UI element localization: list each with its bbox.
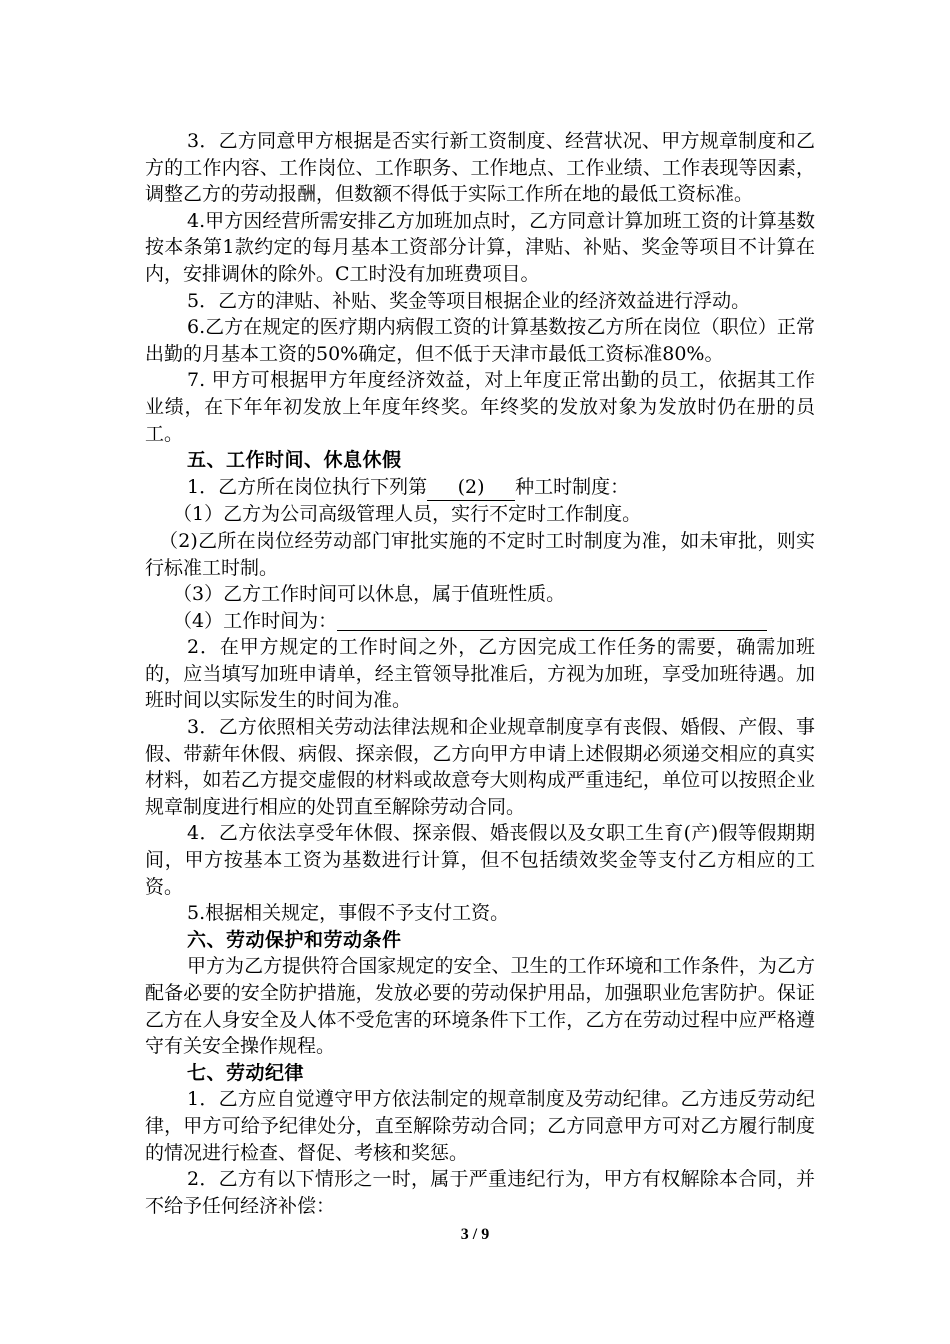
paragraph-4-5: 5．乙方的津贴、补贴、奖金等项目根据企业的经济效益进行浮动。 (187, 289, 751, 312)
section-heading-5: 五、工作时间、休息休假 (187, 449, 402, 472)
option-2: （2)乙所在岗位经劳动部门审批实施的不定时工时制度为准，如未审批，则实行标准工时制。 (145, 529, 815, 579)
item1-suffix: 种工时制度： (515, 475, 630, 498)
page-number: 3 / 9 (460, 1226, 490, 1243)
paragraph-5-3: 3．乙方依照相关劳动法律法规和企业规章制度享有丧假、婚假、产假、事假、带薪年休假、病假、探亲假，乙方向甲方申请上述假期必须递交相应的真实材料，如若乙方提交虚假的材料或故意夸大则构成严重违纪，单位可以按照企业规章制度进行相应的处罚直至解除劳动合同。 (145, 716, 815, 818)
paragraph-4-6: 6.乙方在规定的医疗期内病假工资的计算基数按乙方所在岗位（职位）正常出勤的月基本工资的50%确定，但不低于天津市最低工资标准80%。 (145, 316, 815, 365)
section-heading-6: 六、劳动保护和劳动条件 (187, 928, 402, 951)
item1-prefix: 1．乙方所在岗位执行下列第 (187, 475, 428, 498)
document-body (145, 128, 815, 1219)
item1-fill-blank: (2) (427, 474, 515, 502)
paragraph-7-2: 2．乙方有以下情形之一时，属于严重违纪行为，甲方有权解除本合同，并不给予任何经济补偿： (145, 1168, 815, 1217)
paragraph-4-3: 3．乙方同意甲方根据是否实行新工资制度、经营状况、甲方规章制度和乙方的工作内容、工作岗位、工作职务、工作地点、工作业绩、工作表现等因素，调整乙方的劳动报酬，但数额不得低于实际工作所在地的最低工资标准。 (145, 130, 815, 206)
paragraph-5-1 (145, 474, 815, 502)
paragraph-7-1: 1．乙方应自觉遵守甲方依法制定的规章制度及劳动纪律。乙方违反劳动纪律，甲方可给予纪律处分，直至解除劳动合同；乙方同意甲方可对乙方履行制度的情况进行检查、督促、考核和奖惩。 (145, 1088, 815, 1164)
section-heading-7: 七、劳动纪律 (187, 1061, 305, 1084)
option-3: （3）乙方工作时间可以休息，属于值班性质。 (173, 583, 566, 606)
option-4-label: （4）工作时间为： (173, 609, 338, 632)
paragraph-4-4: 4.甲方因经营所需安排乙方加班加点时，乙方同意计算加班工资的计算基数按本条第1款约定的每月基本工资部分计算，津贴、补贴、奖金等项目不计算在内，安排调休的除外。C工时没有加班费项目。 (145, 209, 815, 285)
paragraph-5-2: 2．在甲方规定的工作时间之外，乙方因完成工作任务的需要，确需加班的，应当填写加班申请单，经主管领导批准后，方视为加班，享受加班待遇。加班时间以实际发生的时间为准。 (145, 636, 815, 712)
paragraph-6-1: 甲方为乙方提供符合国家规定的安全、卫生的工作环境和工作条件，为乙方配备必要的安全防护措施，发放必要的劳动保护用品，加强职业危害防护。保证乙方在人身安全及人体不受危害的环境条件下工作，乙方在劳动过程中应严格遵守有关安全操作规程。 (145, 955, 815, 1058)
paragraph-5-4: 4．乙方依法享受年休假、探亲假、婚丧假以及女职工生育(产)假等假期期间，甲方按基本工资为基数进行计算，但不包括绩效奖金等支付乙方相应的工资。 (145, 822, 815, 898)
option-4 (145, 608, 815, 635)
paragraph-5-5: 5.根据相关规定，事假不予支付工资。 (187, 902, 510, 925)
work-time-fill-blank (337, 610, 767, 631)
paragraph-4-7: 7. 甲方可根据甲方年度经济效益，对上年度正常出勤的员工，依据其工作业绩，在下年年初发放上年度年终奖。年终奖的发放对象为发放时仍在册的员工。 (145, 369, 815, 445)
option-1: （1）乙方为公司高级管理人员，实行不定时工作制度。 (173, 503, 642, 526)
